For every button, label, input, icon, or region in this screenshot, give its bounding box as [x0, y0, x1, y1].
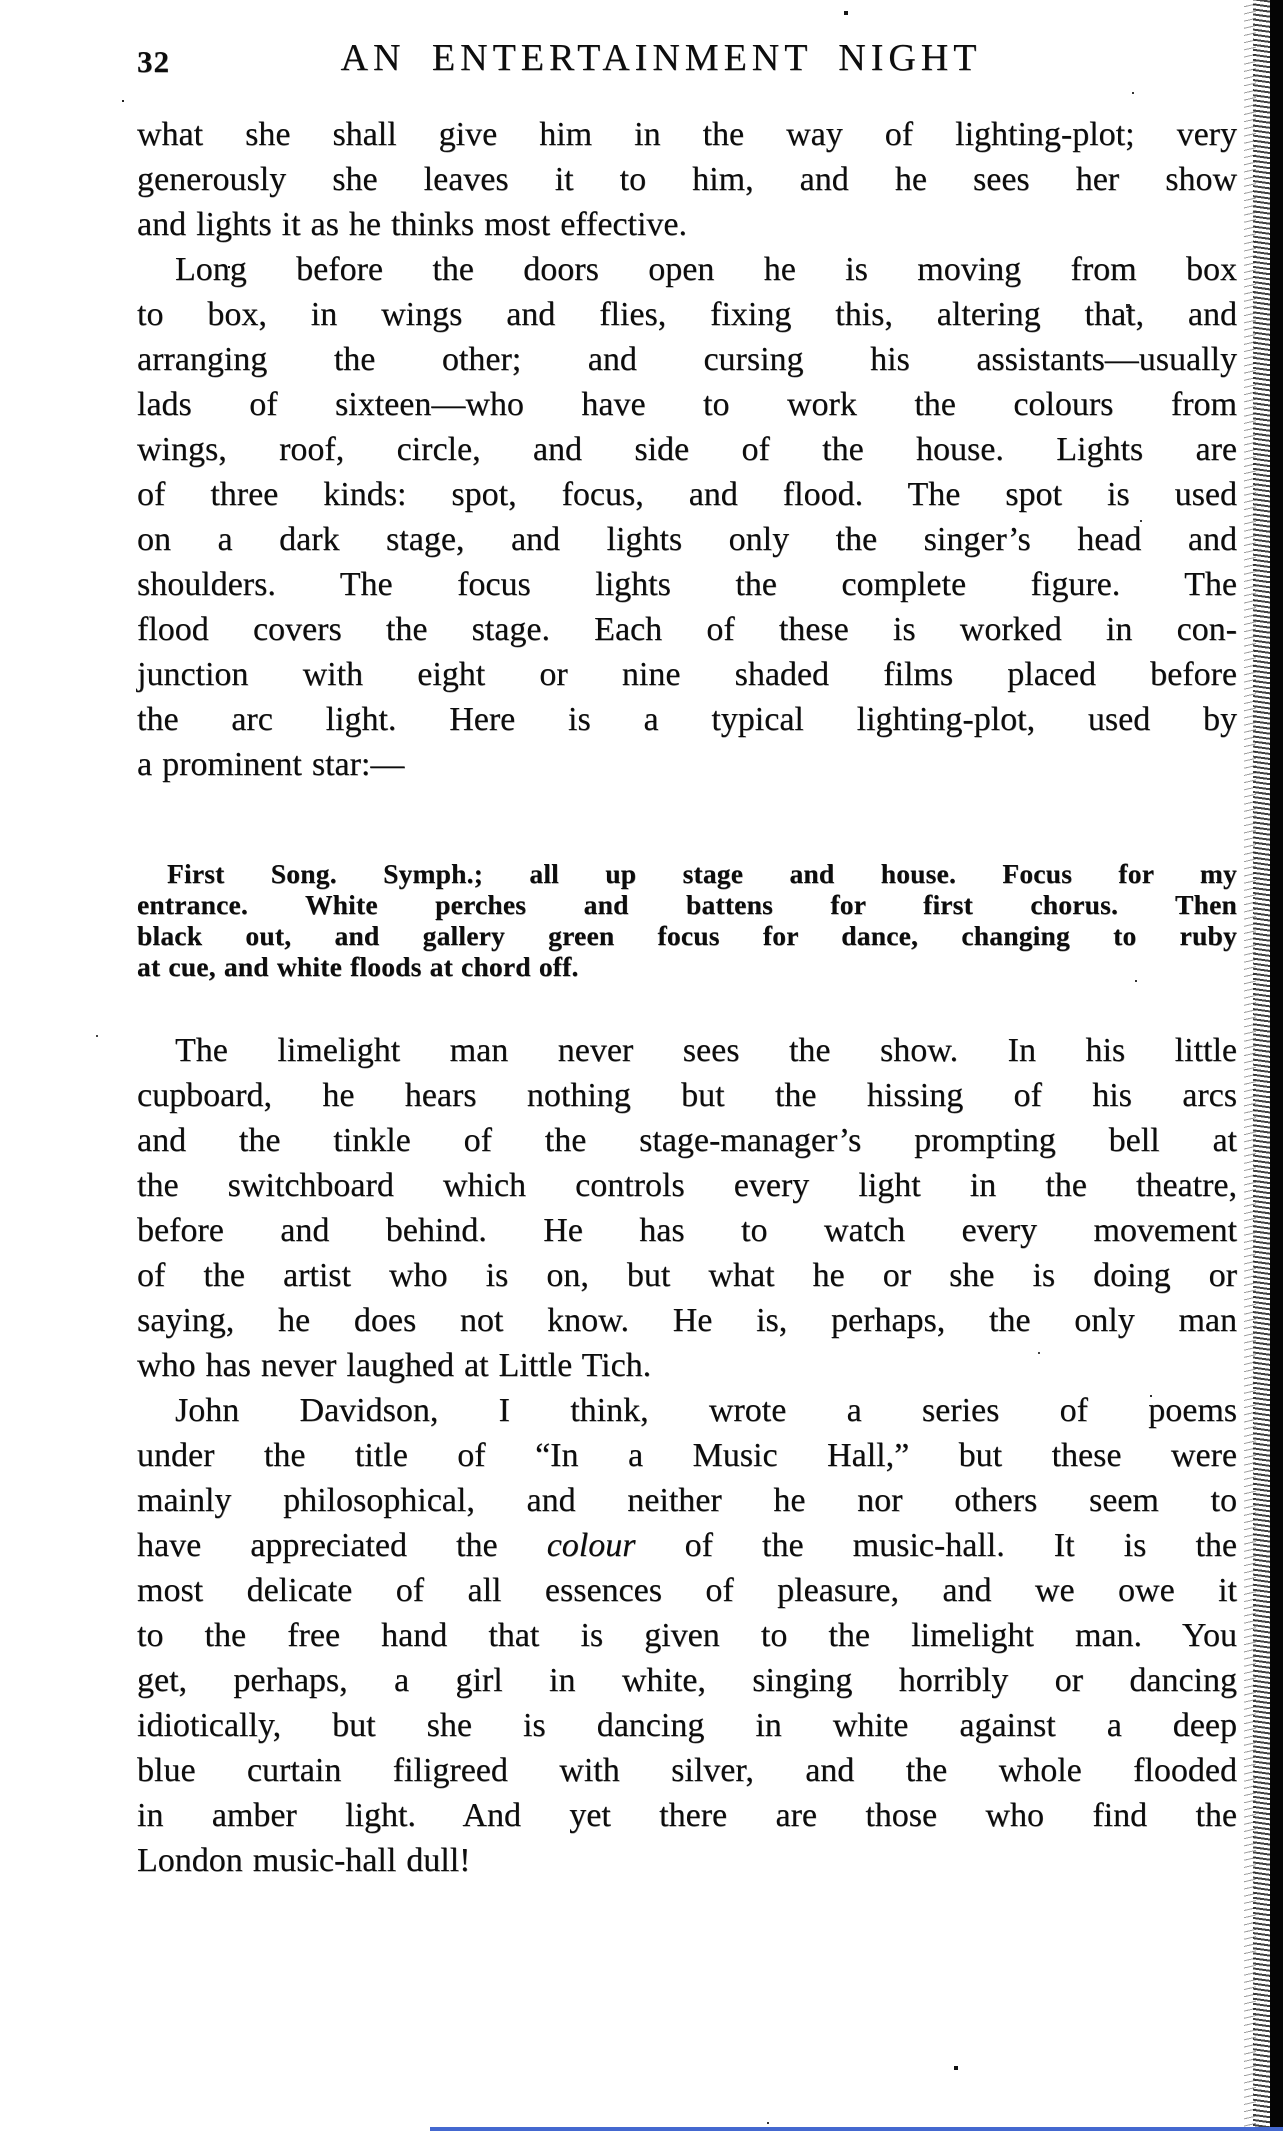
text-line: at cue, and white floods at chord off.: [137, 951, 579, 982]
page-number: 32: [137, 44, 170, 79]
text-line: shoulders. The focus lights the complete figure. The: [137, 566, 1237, 603]
text-line: on a dark stage, and lights only the singer’s head and: [137, 521, 1237, 558]
scan-edge-band: [1243, 0, 1283, 2131]
text-line: the arc light. Here is a typical lighting-plot, used by: [137, 701, 1237, 738]
text-line: arranging the other; and cursing his assistants—usually: [137, 341, 1237, 378]
text-line: Long before the doors open he is moving from box: [175, 251, 1237, 288]
text-line: entrance. White perches and battens for first chorus. Then: [137, 889, 1237, 920]
text-line: of three kinds: spot, focus, and flood. The spot is used: [137, 476, 1237, 513]
text-line: saying, he does not know. He is, perhaps, the only man: [137, 1302, 1237, 1339]
text-line: a prominent star:—: [137, 746, 405, 783]
paragraph-4-end: [137, 1568, 1237, 1883]
text-line: and lights it as he thinks most effective.: [137, 206, 688, 243]
text-line: junction with eight or nine shaded films placed before: [137, 656, 1237, 693]
scan-speckles: [0, 0, 2, 2]
scan-bottom-blue-line: [430, 2127, 1283, 2131]
text-line: under the title of “In a Music Hall,” but these were: [137, 1437, 1237, 1474]
italic-word-colour: colour: [546, 1527, 636, 1564]
text-line: John Davidson, I think, wrote a series of poems: [175, 1392, 1237, 1429]
text-line: wings, roof, circle, and side of the house. Lights are: [137, 431, 1237, 468]
text-line: idiotically, but she is dancing in white against a deep: [137, 1707, 1237, 1744]
text-line: First Song. Symph.; all up stage and house. Focus for my: [167, 858, 1237, 889]
page-header: [137, 36, 1237, 86]
text-line-with-italic: [137, 1523, 1237, 1568]
text-line: before and behind. He has to watch every movement: [137, 1212, 1237, 1249]
paragraph-4-start: [137, 1388, 1237, 1523]
text-line: blue curtain filigreed with silver, and the whole flooded: [137, 1752, 1237, 1789]
text-line: get, perhaps, a girl in white, singing horribly or dancing: [137, 1662, 1237, 1699]
paragraph-2: [137, 247, 1237, 787]
text-line: generously she leaves it to him, and he sees her show: [137, 161, 1237, 198]
text-segment: have appreciated the: [137, 1527, 547, 1564]
text-line: and the tinkle of the stage-manager’s prompting bell at: [137, 1122, 1237, 1159]
text-line: of the artist who is on, but what he or she is doing or: [137, 1257, 1237, 1294]
text-line: who has never laughed at Little Tich.: [137, 1347, 652, 1384]
text-line: cupboard, he hears nothing but the hissing of his arcs: [137, 1077, 1237, 1114]
paragraph-4: [137, 1388, 1237, 1883]
text-line: The limelight man never sees the show. In his little: [175, 1032, 1237, 1069]
text-line: flood covers the stage. Each of these is worked in con-: [137, 611, 1237, 648]
text-line: to the free hand that is given to the limelight man. You: [137, 1617, 1237, 1654]
text-line: black out, and gallery green focus for dance, changing to ruby: [137, 920, 1237, 951]
running-title: AN ENTERTAINMENT NIGHT: [340, 37, 982, 79]
text-line: most delicate of all essences of pleasure, and we owe it: [137, 1572, 1237, 1609]
text-line: lads of sixteen—who have to work the colours from: [137, 386, 1237, 423]
text-line: in amber light. And yet there are those who find the: [137, 1797, 1237, 1834]
text-line: the switchboard which controls every light in the theatre,: [137, 1167, 1237, 1204]
text-segment: of the music-hall. It is the: [635, 1527, 1237, 1564]
paragraph-3: [137, 1028, 1237, 1388]
text-line: what she shall give him in the way of lighting-plot; very: [137, 116, 1237, 153]
lighting-plot-quote: [137, 858, 1237, 982]
page-body: [137, 112, 1237, 1883]
text-line: London music-hall dull!: [137, 1842, 471, 1879]
text-line: mainly philosophical, and neither he nor others seem to: [137, 1482, 1237, 1519]
text-line: to box, in wings and flies, fixing this, altering that, and: [137, 296, 1237, 333]
paragraph-1: [137, 112, 1237, 247]
scan-edge-solid: [1270, 0, 1283, 2131]
